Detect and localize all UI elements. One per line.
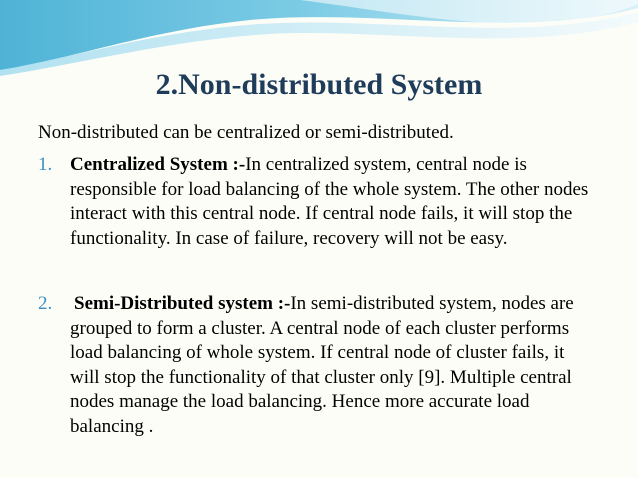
list-number: 1. xyxy=(38,154,53,175)
list-number: 2. xyxy=(38,293,53,314)
list-item-text: In centralized system, central node is responsible for load balancing of the whole system. The other nodes interact with this central node. If central node fails, it will stop the functionality. In case of failure, recovery will not be easy. xyxy=(70,154,589,249)
list-item-body xyxy=(70,292,598,439)
intro-text: Non-distributed can be centralized or semi-distributed. xyxy=(38,122,454,143)
slide-title: 2.Non-distributed System xyxy=(155,68,483,101)
list-item-heading: Semi-Distributed system :- xyxy=(74,293,291,314)
list-item-body xyxy=(70,153,598,251)
list-item-semi-distributed xyxy=(38,292,598,439)
list-item-centralized xyxy=(38,153,598,251)
list-item-text: In semi-distributed system, nodes are grouped to form a cluster. A central node of each cluster performs load balancing of whole system. If central node of cluster fails, it will stop the functionality of that cluster only [9]. Multiple central nodes manage the load balancing. Hence more accurate load balancing . xyxy=(70,293,574,437)
list-item-heading: Centralized System :- xyxy=(70,154,246,175)
